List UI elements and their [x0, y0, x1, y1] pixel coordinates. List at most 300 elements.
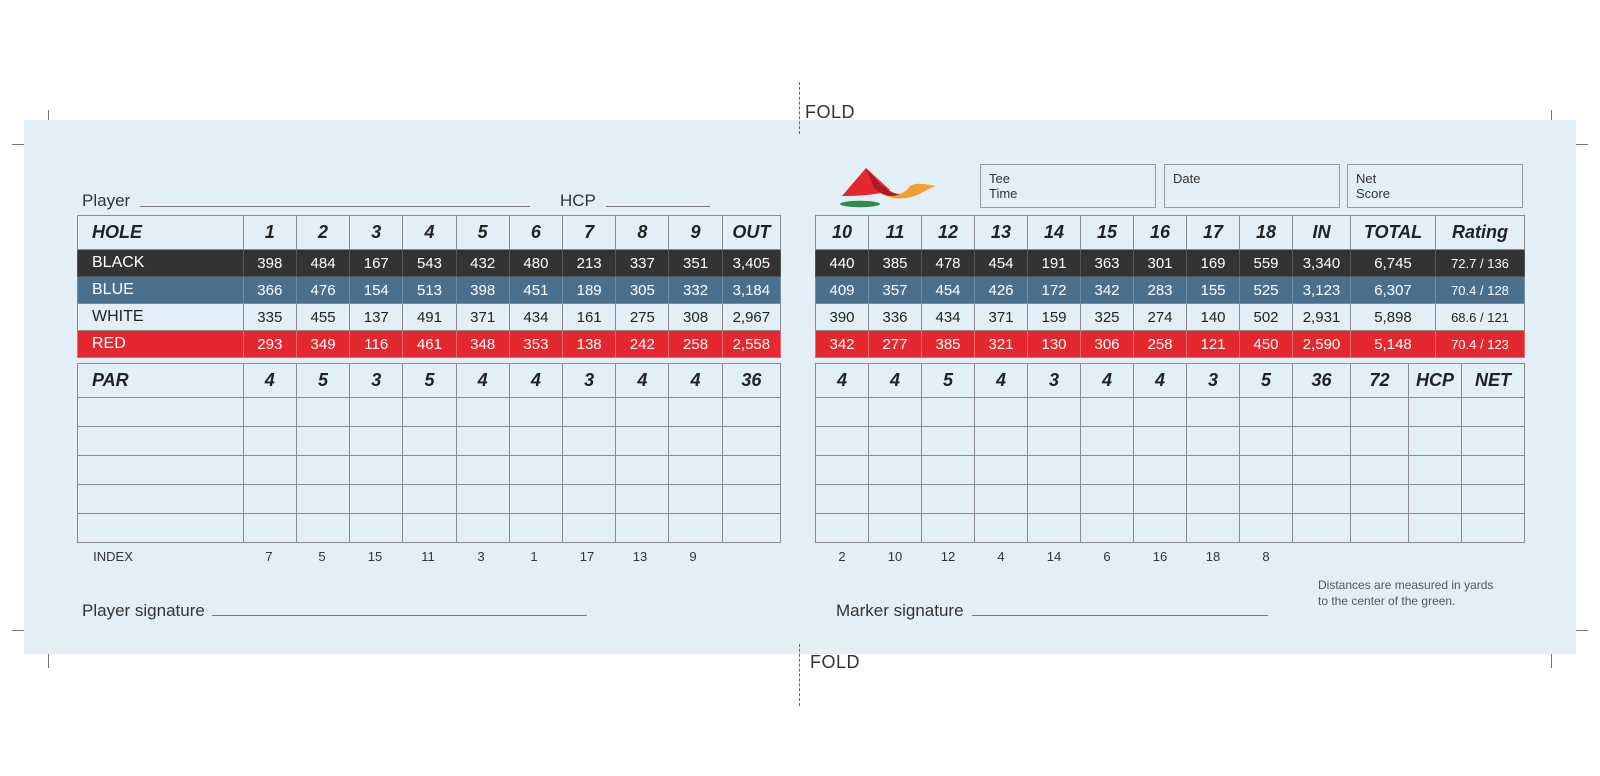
score-cell[interactable]	[403, 427, 456, 456]
par-cell: 4	[669, 364, 722, 398]
yardage-cell: 189	[563, 277, 616, 304]
par-cell: 4	[616, 364, 669, 398]
score-cell[interactable]	[1293, 485, 1351, 514]
yardage-in: 3,123	[1293, 277, 1351, 304]
yardage-cell: 461	[403, 331, 456, 358]
front-tee-row-red	[78, 331, 781, 358]
score-cell[interactable]	[1134, 456, 1187, 485]
index-cell: 6	[1103, 549, 1111, 564]
par-cell: 4	[509, 364, 562, 398]
course-rating: 70.4 / 128	[1436, 277, 1525, 304]
index-cell: 3	[477, 549, 485, 564]
player-name-field[interactable]	[140, 206, 530, 207]
hole-number: 7	[563, 216, 616, 250]
back-score-row	[816, 456, 1525, 485]
par-cell: 4	[816, 364, 869, 398]
score-cell[interactable]	[1293, 398, 1351, 427]
score-cell[interactable]	[509, 398, 562, 427]
yardage-cell: 155	[1187, 277, 1240, 304]
score-cell[interactable]	[1187, 456, 1240, 485]
score-cell[interactable]	[816, 514, 869, 543]
score-cell[interactable]	[350, 427, 403, 456]
yardage-cell: 559	[1240, 250, 1293, 277]
par-cell: 4	[456, 364, 509, 398]
date-field[interactable]	[1164, 164, 1340, 208]
score-cell[interactable]	[296, 427, 349, 456]
score-cell[interactable]	[869, 398, 922, 427]
hole-number: 13	[975, 216, 1028, 250]
index-cell: 14	[1046, 549, 1062, 564]
marker-signature-label: Marker signature	[836, 601, 964, 620]
yardage-cell: 513	[403, 277, 456, 304]
yardage-cell: 454	[975, 250, 1028, 277]
index-cell: 4	[997, 549, 1005, 564]
yardage-cell: 351	[669, 250, 722, 277]
score-cell[interactable]	[816, 427, 869, 456]
front-score-row	[78, 427, 781, 456]
score-cell[interactable]	[816, 485, 869, 514]
score-cell[interactable]	[1462, 514, 1525, 543]
index-cell: 1	[530, 549, 538, 564]
score-cell[interactable]	[296, 485, 349, 514]
score-cell[interactable]	[669, 485, 722, 514]
yardage-cell: 138	[563, 331, 616, 358]
yardage-cell: 390	[816, 304, 869, 331]
score-cell[interactable]	[869, 456, 922, 485]
front-nine-yardage-table	[77, 215, 781, 358]
yardage-cell: 283	[1134, 277, 1187, 304]
par-cell: 4	[243, 364, 296, 398]
hole-number: 2	[296, 216, 349, 250]
yardage-in: 2,590	[1293, 331, 1351, 358]
score-cell[interactable]	[869, 514, 922, 543]
yardage-in: 3,340	[1293, 250, 1351, 277]
score-cell[interactable]	[350, 456, 403, 485]
hcp-field[interactable]	[606, 206, 710, 207]
total-label: TOTAL	[1351, 216, 1436, 250]
score-cell[interactable]	[1134, 485, 1187, 514]
yardage-total: 5,898	[1351, 304, 1436, 331]
score-cell[interactable]	[456, 456, 509, 485]
index-cell: 12	[940, 549, 956, 564]
front-score-row	[78, 485, 781, 514]
net-column-label: NET	[1462, 364, 1525, 398]
score-cell[interactable]	[922, 427, 975, 456]
score-cell[interactable]	[350, 514, 403, 543]
net-score-label-line2: Score	[1356, 186, 1390, 201]
hole-number: 6	[509, 216, 562, 250]
score-cell[interactable]	[669, 514, 722, 543]
yardage-total: 2,558	[722, 331, 780, 358]
course-rating: 68.6 / 121	[1436, 304, 1525, 331]
course-rating: 72.7 / 136	[1436, 250, 1525, 277]
net-score-field[interactable]	[1347, 164, 1523, 208]
score-cell[interactable]	[1028, 456, 1081, 485]
yardage-cell: 167	[350, 250, 403, 277]
score-cell[interactable]	[243, 427, 296, 456]
front-tee-row-black	[78, 250, 781, 277]
par-cell: 4	[975, 364, 1028, 398]
hole-number: 10	[816, 216, 869, 250]
date-label: Date	[1173, 171, 1201, 186]
score-cell[interactable]	[243, 485, 296, 514]
yardage-cell: 213	[563, 250, 616, 277]
score-cell[interactable]	[1081, 514, 1134, 543]
index-cell: 5	[318, 549, 326, 564]
yardage-total: 3,405	[722, 250, 780, 277]
tee-name: RED	[78, 331, 244, 358]
par-cell: 5	[1240, 364, 1293, 398]
score-cell[interactable]	[243, 456, 296, 485]
course-rating: 70.4 / 123	[1436, 331, 1525, 358]
yardage-cell: 305	[616, 277, 669, 304]
score-cell[interactable]	[1028, 427, 1081, 456]
score-cell[interactable]	[1351, 398, 1409, 427]
yardage-cell: 274	[1134, 304, 1187, 331]
score-cell[interactable]	[1409, 514, 1462, 543]
yardage-cell: 432	[456, 250, 509, 277]
yardage-total: 2,967	[722, 304, 780, 331]
score-cell[interactable]	[616, 514, 669, 543]
score-cell[interactable]	[509, 485, 562, 514]
index-cell: 11	[421, 549, 435, 564]
score-cell[interactable]	[509, 456, 562, 485]
yardage-cell: 371	[456, 304, 509, 331]
score-cell[interactable]	[1081, 398, 1134, 427]
player-name-cell[interactable]	[78, 485, 244, 514]
par-cell: 4	[1134, 364, 1187, 398]
player-name-cell[interactable]	[78, 398, 244, 427]
player-signature-label: Player signature	[82, 601, 205, 620]
score-cell[interactable]	[1293, 514, 1351, 543]
back-tee-row-blue	[816, 277, 1525, 304]
score-cell[interactable]	[975, 456, 1028, 485]
back-par-row	[816, 364, 1525, 398]
score-cell[interactable]	[816, 398, 869, 427]
par-in: 36	[1293, 364, 1351, 398]
score-cell[interactable]	[722, 485, 780, 514]
yardage-cell: 454	[922, 277, 975, 304]
par-cell: 5	[296, 364, 349, 398]
hole-number: 4	[403, 216, 456, 250]
fold-line-bottom	[799, 644, 800, 706]
score-cell[interactable]	[975, 485, 1028, 514]
score-cell[interactable]	[403, 485, 456, 514]
index-cell: 9	[689, 549, 697, 564]
score-cell[interactable]	[1081, 456, 1134, 485]
par-cell: 3	[563, 364, 616, 398]
distance-note-line1: Distances are measured in yards	[1318, 578, 1494, 592]
score-cell[interactable]	[1134, 398, 1187, 427]
fold-line-top	[799, 82, 800, 134]
score-cell[interactable]	[816, 456, 869, 485]
yardage-cell: 480	[509, 250, 562, 277]
score-cell[interactable]	[1409, 427, 1462, 456]
score-cell[interactable]	[869, 485, 922, 514]
score-cell[interactable]	[563, 514, 616, 543]
yardage-cell: 154	[350, 277, 403, 304]
yardage-cell: 476	[296, 277, 349, 304]
score-cell[interactable]	[922, 398, 975, 427]
golf-flag-logo-icon	[838, 164, 938, 210]
hole-number: 14	[1028, 216, 1081, 250]
yardage-cell: 335	[243, 304, 296, 331]
score-cell[interactable]	[563, 485, 616, 514]
hole-label: HOLE	[78, 216, 244, 250]
yardage-total: 6,307	[1351, 277, 1436, 304]
yardage-cell: 332	[669, 277, 722, 304]
yardage-cell: 426	[975, 277, 1028, 304]
back-tee-row-red	[816, 331, 1525, 358]
hcp-label: HCP	[560, 191, 596, 210]
yardage-cell: 301	[1134, 250, 1187, 277]
par-cell: 4	[1081, 364, 1134, 398]
hole-number: 18	[1240, 216, 1293, 250]
score-cell[interactable]	[1462, 427, 1525, 456]
score-cell[interactable]	[922, 485, 975, 514]
yardage-total: 3,184	[722, 277, 780, 304]
score-cell[interactable]	[722, 456, 780, 485]
back-hole-header-row	[816, 216, 1525, 250]
yardage-cell: 451	[509, 277, 562, 304]
yardage-cell: 478	[922, 250, 975, 277]
index-label: INDEX	[93, 549, 133, 564]
hole-number: 3	[350, 216, 403, 250]
tee-name: BLUE	[78, 277, 244, 304]
score-cell[interactable]	[616, 398, 669, 427]
score-cell[interactable]	[1187, 398, 1240, 427]
front-tee-row-white	[78, 304, 781, 331]
score-cell[interactable]	[1409, 456, 1462, 485]
yardage-cell: 169	[1187, 250, 1240, 277]
front-tee-row-blue	[78, 277, 781, 304]
index-cell: 15	[367, 549, 383, 564]
out-label: OUT	[722, 216, 780, 250]
back-score-row	[816, 514, 1525, 543]
score-cell[interactable]	[922, 456, 975, 485]
yardage-cell: 491	[403, 304, 456, 331]
par-cell: 3	[1187, 364, 1240, 398]
score-cell[interactable]	[1462, 456, 1525, 485]
par-cell: 4	[869, 364, 922, 398]
score-cell[interactable]	[1351, 456, 1409, 485]
par-cell: 5	[922, 364, 975, 398]
yardage-cell: 525	[1240, 277, 1293, 304]
yardage-cell: 349	[296, 331, 349, 358]
score-cell[interactable]	[975, 514, 1028, 543]
yardage-cell: 440	[816, 250, 869, 277]
score-cell[interactable]	[243, 398, 296, 427]
score-cell[interactable]	[1134, 514, 1187, 543]
score-cell[interactable]	[1240, 456, 1293, 485]
fold-label-bottom: FOLD	[810, 652, 861, 672]
tee-time-label-line2: Time	[989, 186, 1018, 201]
yardage-in: 2,931	[1293, 304, 1351, 331]
back-score-row	[816, 485, 1525, 514]
tee-time-field[interactable]	[980, 164, 1156, 208]
score-cell[interactable]	[509, 427, 562, 456]
index-cell: 16	[1152, 549, 1168, 564]
score-cell[interactable]	[296, 514, 349, 543]
yardage-cell: 363	[1081, 250, 1134, 277]
score-cell[interactable]	[1240, 398, 1293, 427]
hole-number: 8	[616, 216, 669, 250]
player-name-cell[interactable]	[78, 456, 244, 485]
score-cell[interactable]	[1240, 485, 1293, 514]
score-cell[interactable]	[669, 456, 722, 485]
yardage-cell: 308	[669, 304, 722, 331]
front-hole-header-row	[78, 216, 781, 250]
score-cell[interactable]	[1351, 485, 1409, 514]
index-cell: 10	[887, 549, 903, 564]
score-cell[interactable]	[1240, 427, 1293, 456]
score-cell[interactable]	[722, 398, 780, 427]
yardage-cell: 484	[296, 250, 349, 277]
back-nine-yardage-table	[815, 215, 1525, 358]
score-cell[interactable]	[616, 427, 669, 456]
score-cell[interactable]	[1409, 398, 1462, 427]
score-cell[interactable]	[243, 514, 296, 543]
distance-note-line2: to the center of the green.	[1318, 594, 1456, 608]
par-cell: 3	[350, 364, 403, 398]
yardage-cell: 337	[616, 250, 669, 277]
yardage-cell: 502	[1240, 304, 1293, 331]
index-cell: 17	[579, 549, 595, 564]
par-label: PAR	[78, 364, 244, 398]
hole-number: 17	[1187, 216, 1240, 250]
marker-signature-field[interactable]	[972, 615, 1268, 616]
score-cell[interactable]	[1240, 514, 1293, 543]
yardage-cell: 130	[1028, 331, 1081, 358]
yardage-cell: 357	[869, 277, 922, 304]
score-cell[interactable]	[669, 427, 722, 456]
player-signature-field[interactable]	[212, 615, 587, 616]
score-cell[interactable]	[350, 398, 403, 427]
rating-label: Rating	[1436, 216, 1525, 250]
score-cell[interactable]	[616, 485, 669, 514]
yardage-cell: 353	[509, 331, 562, 358]
score-cell[interactable]	[1293, 427, 1351, 456]
index-cell: 7	[265, 549, 273, 564]
score-cell[interactable]	[509, 514, 562, 543]
score-cell[interactable]	[563, 398, 616, 427]
score-cell[interactable]	[1351, 427, 1409, 456]
yardage-cell: 348	[456, 331, 509, 358]
yardage-cell: 342	[816, 331, 869, 358]
score-cell[interactable]	[1187, 485, 1240, 514]
front-par-row	[78, 364, 781, 398]
score-cell[interactable]	[456, 398, 509, 427]
score-cell[interactable]	[616, 456, 669, 485]
score-cell[interactable]	[669, 398, 722, 427]
score-cell[interactable]	[456, 514, 509, 543]
yardage-cell: 342	[1081, 277, 1134, 304]
yardage-cell: 398	[456, 277, 509, 304]
score-cell[interactable]	[456, 485, 509, 514]
player-name-cell[interactable]	[78, 427, 244, 456]
index-cell: 8	[1262, 549, 1270, 564]
yardage-cell: 172	[1028, 277, 1081, 304]
logo-green-shape	[840, 201, 880, 207]
hole-number: 5	[456, 216, 509, 250]
hole-number: 1	[243, 216, 296, 250]
score-cell[interactable]	[1028, 398, 1081, 427]
score-cell[interactable]	[1134, 427, 1187, 456]
yardage-cell: 159	[1028, 304, 1081, 331]
score-cell[interactable]	[1351, 514, 1409, 543]
index-cell: 2	[838, 549, 846, 564]
score-cell[interactable]	[975, 427, 1028, 456]
yardage-cell: 277	[869, 331, 922, 358]
score-cell[interactable]	[1293, 456, 1351, 485]
score-cell[interactable]	[1409, 485, 1462, 514]
tee-name: BLACK	[78, 250, 244, 277]
distance-note	[1318, 577, 1493, 609]
tee-name: WHITE	[78, 304, 244, 331]
score-cell[interactable]	[456, 427, 509, 456]
score-cell[interactable]	[1462, 485, 1525, 514]
hole-number: 15	[1081, 216, 1134, 250]
yardage-cell: 385	[869, 250, 922, 277]
yardage-cell: 321	[975, 331, 1028, 358]
front-score-row	[78, 398, 781, 427]
yardage-cell: 275	[616, 304, 669, 331]
score-cell[interactable]	[403, 514, 456, 543]
player-name-cell[interactable]	[78, 514, 244, 543]
yardage-cell: 450	[1240, 331, 1293, 358]
score-cell[interactable]	[296, 398, 349, 427]
score-cell[interactable]	[563, 456, 616, 485]
score-cell[interactable]	[1028, 514, 1081, 543]
score-cell[interactable]	[722, 514, 780, 543]
score-cell[interactable]	[350, 485, 403, 514]
score-cell[interactable]	[403, 456, 456, 485]
score-cell[interactable]	[296, 456, 349, 485]
yardage-cell: 191	[1028, 250, 1081, 277]
yardage-cell: 409	[816, 277, 869, 304]
yardage-cell: 161	[563, 304, 616, 331]
score-cell[interactable]	[922, 514, 975, 543]
score-cell[interactable]	[1462, 398, 1525, 427]
back-tee-row-white	[816, 304, 1525, 331]
yardage-cell: 398	[243, 250, 296, 277]
score-cell[interactable]	[1187, 514, 1240, 543]
score-cell[interactable]	[869, 427, 922, 456]
yardage-total: 6,745	[1351, 250, 1436, 277]
par-cell: 5	[403, 364, 456, 398]
back-nine-score-table	[815, 363, 1525, 543]
score-cell[interactable]	[403, 398, 456, 427]
score-cell[interactable]	[722, 427, 780, 456]
yardage-cell: 366	[243, 277, 296, 304]
score-cell[interactable]	[1187, 427, 1240, 456]
yardage-cell: 140	[1187, 304, 1240, 331]
fold-label-top: FOLD	[805, 102, 856, 122]
score-cell[interactable]	[1028, 485, 1081, 514]
yardage-cell: 336	[869, 304, 922, 331]
score-cell[interactable]	[1081, 485, 1134, 514]
score-cell[interactable]	[1081, 427, 1134, 456]
player-label: Player	[82, 191, 131, 210]
yardage-cell: 242	[616, 331, 669, 358]
in-label: IN	[1293, 216, 1351, 250]
yardage-cell: 137	[350, 304, 403, 331]
score-cell[interactable]	[563, 427, 616, 456]
yardage-cell: 455	[296, 304, 349, 331]
yardage-cell: 121	[1187, 331, 1240, 358]
score-cell[interactable]	[975, 398, 1028, 427]
hole-number: 9	[669, 216, 722, 250]
